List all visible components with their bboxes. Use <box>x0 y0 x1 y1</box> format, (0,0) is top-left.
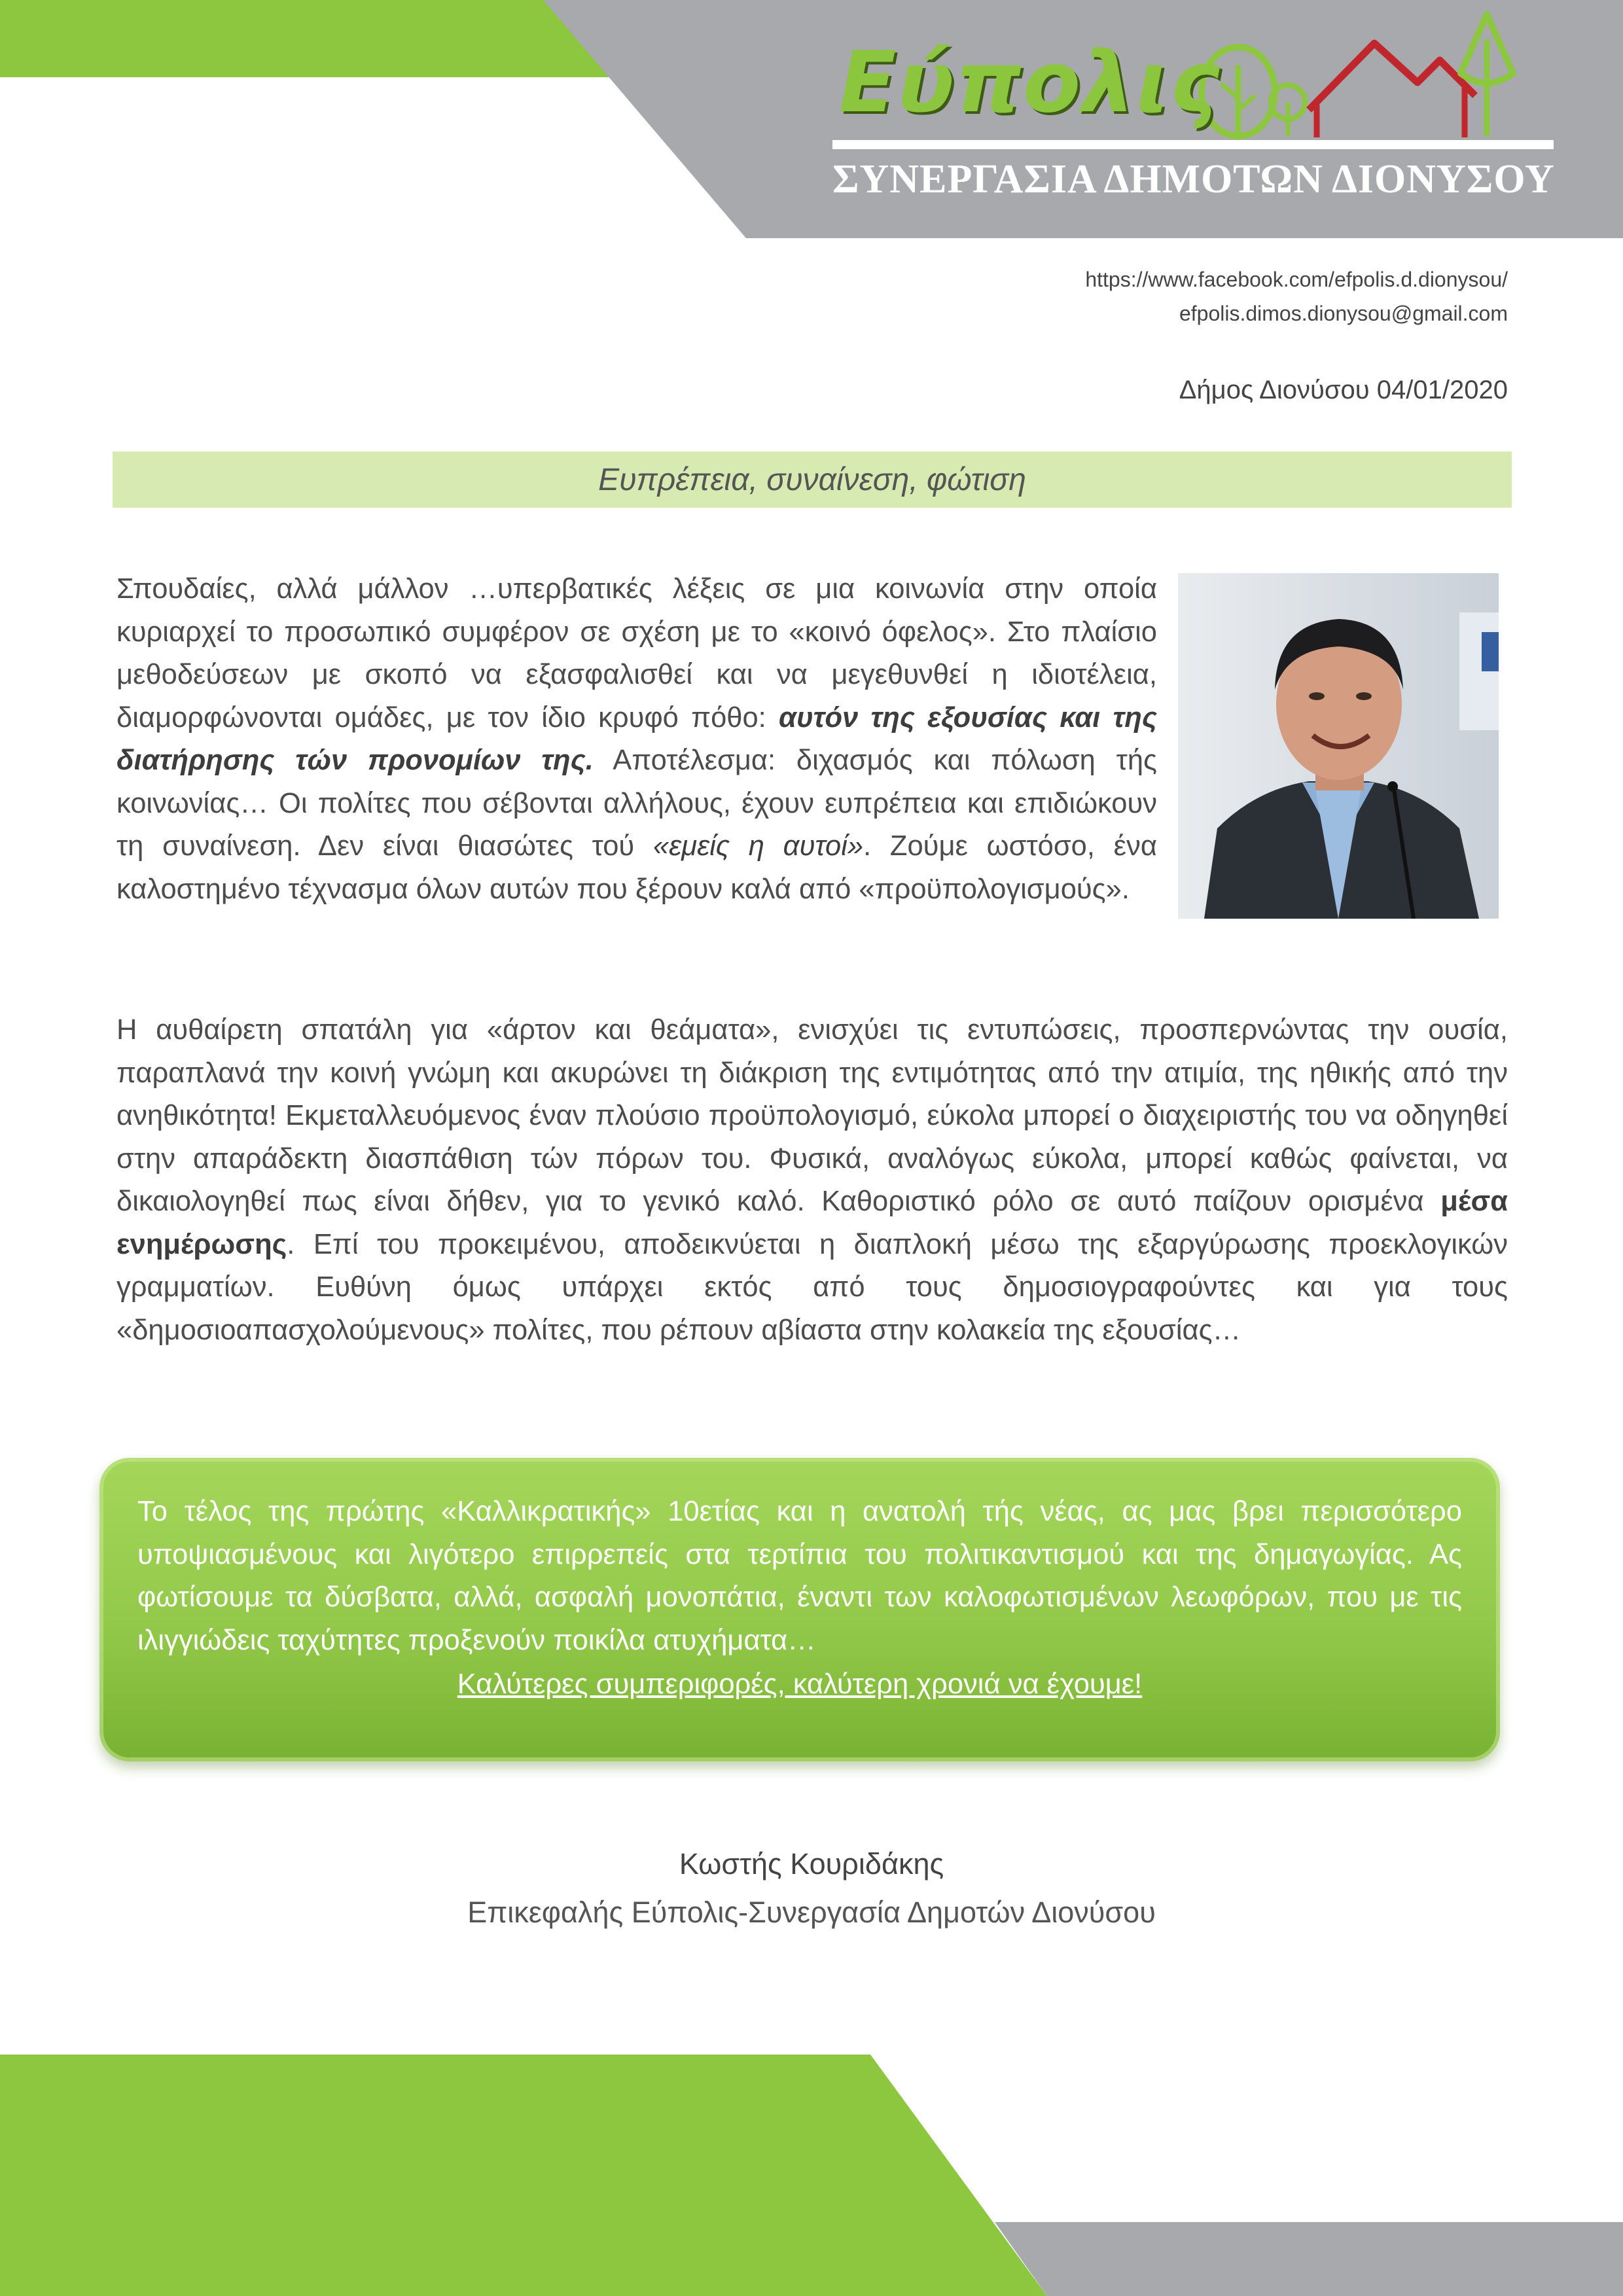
footer-gray-band <box>995 2222 1623 2296</box>
signature-role: Επικεφαλής Εύπολις-Συνεργασία Δημοτών Διονύσου <box>467 1896 1156 1929</box>
email-link[interactable]: efpolis.dimos.dionysou@gmail.com <box>1179 302 1508 325</box>
paragraph-1-text-3: . Ζούμε ωστόσο, ένα καλοστημένο τέχνασμα όλων αυτών που ξέρουν καλά από «προϋπολογισμούς». <box>116 830 1157 905</box>
facebook-link[interactable]: https://www.facebook.com/efpolis.d.dionysou/ <box>1085 268 1508 291</box>
highlight-cta: Καλύτερες συμπεριφορές, καλύτερη χρονιά να έχουμε! <box>457 1669 1143 1700</box>
author-photo <box>1178 573 1499 919</box>
footer-band <box>0 2055 1623 2296</box>
house-roof-icon <box>1309 43 1475 110</box>
paragraph-2-emphasis: μέσα ενημέρωσης <box>116 1186 1508 1260</box>
paragraph-2-text-2: . Επί του προκειμένου, αποδεικνύεται η διαπλοκή μέσω της εξαργύρωσης προεκλογικών γραμματίων. Ευθύνη όμως υπάρχει εκτός από τους δημοσιογραφούντες και για τους «δημοσιοαπασχολούμενους» πολίτες, που ρέπουν αβίαστα στην κολακεία της εξουσίας… <box>116 1228 1508 1346</box>
logo-underline <box>832 140 1554 149</box>
paragraph-2 <box>116 1009 1508 1352</box>
document-title: Ευπρέπεια, συναίνεση, φώτιση <box>598 462 1026 497</box>
paragraph-1-text-2: Αποτέλεσμα: διχασμός και πόλωση τής κοινωνίας… Οι πολίτες που σέβονται αλλήλους, έχουν ευπρέπεια και επιδιώκουν τη συναίνεση. Δεν είναι θιασώτες τού <box>116 745 1157 862</box>
highlight-text: Το τέλος της πρώτης «Καλλικρατικής» 10ετίας και η ανατολή τής νέας, ας μας βρει περισσότερο υποψιασμένους και λιγότερο επιρρεπείς στα τερτίπια του πολιτικαντισμού και της δημαγωγίας. Ας φωτίσουμε τα δύσβατα, αλλά, ασφαλή μονοπάτια, έναντι των καλοφωτισμένων λεωφόρων, που με τις ιλιγγιώδεις ταχύτητες προξενούν ποικίλα ατυχήματα… <box>137 1496 1462 1656</box>
paragraph-2-text: Η αυθαίρετη σπατάλη για «άρτον και θεάματα», ενισχύει τις εντυπώσεις, προσπερνώντας την ουσία, παραπλανά την κοινή γνώμη και ακυρώνει τη διάκριση της εντιμότητας από την ατιμία, της ηθικής από την ανηθικότητα! Εκμεταλλευόμενος έναν πλούσιο προϋπολογισμό, εύκολα μπορεί ο διαχειριστής του να οδηγηθεί στην απαράδεκτη διασπάθιση τών πόρων του. Φυσικά, αναλόγως εύκολα, μπορεί καθώς φαίνεται, να δικαιολογηθεί πως είναι δήθεν, για το γενικό καλό. Καθοριστικό ρόλο σε αυτό παίζουν ορισμένα <box>116 1014 1508 1217</box>
tree-pine-icon <box>1461 14 1513 136</box>
date-line: Δήμος Διονύσου 04/01/2020 <box>1179 376 1508 404</box>
highlight-box <box>99 1458 1500 1761</box>
title-bar <box>113 451 1512 508</box>
logo-subtitle: ΣΥΝΕΡΓΑΣΙΑ ΔΗΜΟΤΩΝ ΔΙΟΝΥΣΟΥ <box>832 157 1555 202</box>
paragraph-1-quote: «εμείς η αυτοί» <box>652 830 864 862</box>
paragraph-1-emphasis: αυτόν της εξουσίας και της διατήρησης τών προνομίων της. <box>116 701 1157 776</box>
footer-green-band <box>0 2055 1047 2296</box>
paragraph-1 <box>116 568 1157 911</box>
signature-name: Κωστής Κουριδάκης <box>679 1847 944 1881</box>
logo-wordmark: Εύπολις <box>839 34 1221 132</box>
logo-graphic <box>0 0 1623 249</box>
tree-small-icon <box>1271 85 1305 136</box>
paragraph-1-text: Σπουδαίες, αλλά μάλλον …υπερβατικές λέξεις σε μια κοινωνία στην οποία κυριαρχεί το προσωπικό συμφέρον σε σχέση με το «κοινό όφελος». Στο πλαίσιο μεθοδεύσεων με σκοπό να εξασφαλισθεί και να μεγεθυνθεί η ιδιοτέλεια, διαμορφώνονται ομάδες, με τον ίδιο κρυφό πόθο: <box>116 573 1157 733</box>
